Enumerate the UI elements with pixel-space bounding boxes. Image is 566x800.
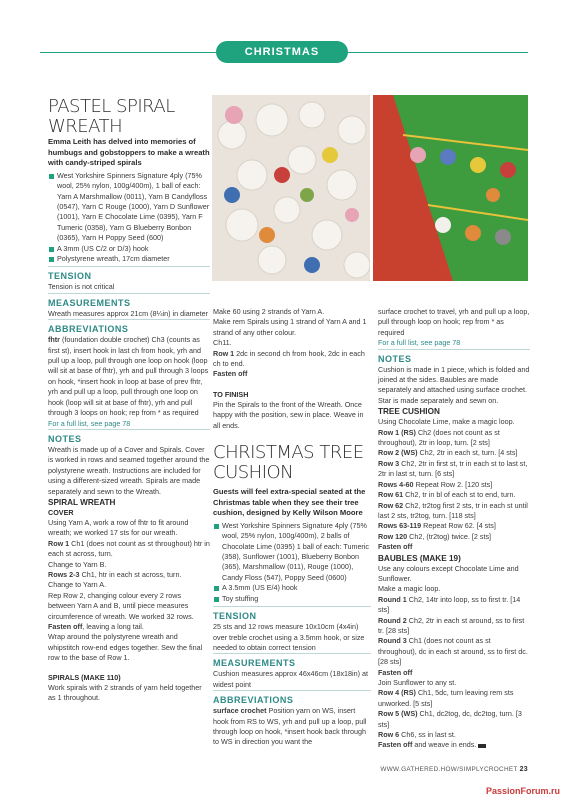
row-label: Row 5 (WS) [378,709,418,719]
wreath-intro: Emma Leith has delved into memories of humbugs and gobstoppers to make a wreath with candy-striped spirals [48,137,210,168]
row-label: Round 3 [378,636,407,646]
abbrev-link[interactable]: For a full list, see page 78 [378,338,461,348]
make-remaining: Make rem Spirals using 1 strand of Yarn A and 1 strand of any other colour. [213,317,367,337]
row-text: Ch2, 2tr in each st, turn. [4 sts] [419,448,518,458]
magic-loop: Make a magic loop. [378,584,441,594]
banner-rule-left [40,52,216,53]
repeat-row-2: Rep Row 2, changing colour every 2 rows between Yarn A and B, until piece measures circumference of wreath. We worked 32 rows. [48,590,194,621]
fasten-label: Fasten off [378,740,413,750]
pattern-row [378,688,530,709]
abbrev-link[interactable]: For a full list, see page 78 [48,418,131,428]
tree-intro: Using Chocolate Lime, make a magic loop. [378,417,515,427]
wreath-photo [212,95,370,281]
row-label: Row 61 [378,490,404,500]
material-item: West Yorkshire Spinners Signature 4ply (75% wool, 25% nylon, 100g/400m), 2 balls of Chocolate Lime (0395) 1 ball of each: Tumeric (358), Sunflower (1001), Blueberry Bonbon (365), Marshmallow (011), Rouge (1000), Candy Floss (547), Poppy Seed (0600) [213,521,371,583]
cover-heading: COVER [48,507,74,517]
row-label: Row 62 [378,500,404,510]
fasten-off [213,369,371,379]
row-text: Ch2, (tr2tog) twice. [2 sts] [409,531,492,541]
make-60: Make 60 using 2 strands of Yarn A. [213,307,325,316]
abbrev-term: fhtr [48,335,60,345]
abbreviations-heading: ABBREVIATIONS [48,319,210,335]
abbrev-body: (foundation double crochet) Ch3 (counts as first st), insert hook in last ch from hook, yrh and pull up a loop, pull through one loop on hook (loop will sit at base of fhtr), yrh and pull through 3 loops on hook, *insert hook in loop at base of prev fhtr, yrh and pull up a loop, pull through one loop on hook (loop will sit at base of fhtr), yrh and pull through 3 loops on hook; rep from * as required [48,335,209,418]
tree-rows [378,428,530,542]
pattern-row [378,521,530,531]
fasten-off [378,542,530,552]
final-fasten-off [378,740,530,750]
row-text: Repeat Row 2. [120 sts] [415,479,493,489]
pattern-row [378,595,530,616]
abbrev-term: surface crochet [213,706,267,716]
row-text: Ch2, tr2tog first 2 sts, tr in each st until last 2 sts, tr2tog, turn. [118 sts] [378,500,528,520]
to-finish-text: Pin the Spirals to the front of the Wreath. Once happy with the position, sew in place. Weave in all ends. [213,399,364,430]
fasten-text: , leaving a long tail. [82,622,144,631]
tree-illustration [373,95,528,281]
page-footer [380,766,528,773]
pattern-row [378,428,530,449]
pattern-row [378,459,530,480]
row-label: Row 2 (WS) [378,448,418,458]
end-mark-icon [478,744,486,748]
spiral-row-1 [213,349,371,370]
row-text: Repeat Row 62. [4 sts] [423,521,496,531]
tension-heading: TENSION [213,606,371,622]
pattern-row [378,448,530,458]
row-label: Row 1 [213,348,235,358]
abbreviation-entry [213,706,371,748]
measurements-heading: MEASUREMENTS [213,653,371,669]
to-finish-heading: TO FINISH [213,389,249,399]
row-text: Ch6, ss in last st. [401,730,456,740]
fasten-text: and weave in ends. [414,740,477,750]
cover-rows-2-3 [48,570,210,580]
row-label: Round 1 [378,594,407,604]
row-text: Ch2, 2tr in first st, tr in each st to last st, 2tr in last st, turn. [6 sts] [378,458,528,479]
row-label: Rows 63-119 [378,521,422,531]
tension-text: 25 sts and 12 rows measure 10x10cm (4x4in) over treble crochet using a 3.5mm hook, or size needed to obtain correct tension [213,622,365,652]
abbrev-continued: surface crochet to travel, yrh and pull up a loop, pull through loop on hook; rep from * as required [378,307,530,337]
material-item: A 3mm (US C/2 or D/3) hook [48,244,210,254]
fasten-off [378,668,530,678]
row-text: Ch1 (does not count as st throughout) htr in each st across, turn. [48,538,210,559]
change-yarn-a: Change to Yarn A. [48,580,107,590]
page-number: 23 [519,766,528,773]
notes-text: Cushion is made in 1 piece, which is folded and joined at the sides. Baubles are made separately and attached using surface crochet. Star is made separately and sewn on. [378,364,530,405]
material-item: Polystyrene wreath, 17cm diameter [48,254,210,264]
row-label: Row 120 [378,531,408,541]
pattern-row [378,636,530,667]
wreath-title: PASTEL SPIRAL WREATH [48,96,175,137]
measurements-text: Cushion measures approx 46x46cm (18x18in) at widest point [213,669,369,689]
pattern-row [378,501,530,522]
abbreviations-heading: ABBREVIATIONS [213,690,371,706]
cushion-title: CHRISTMAS TREE CUSHION [213,442,364,484]
abbrev-body: Position yarn on WS, insert hook from RS to WS, yrh and pull up a loop, pull through loop on hook, *insert hook back through to WS in direction you want the [213,706,367,747]
tension-text: Tension is not critical [48,282,115,292]
column-1 [48,97,210,703]
row-text: Ch2, 14tr into loop, ss to first tr. [14 sts] [378,594,521,615]
row-label: Row 4 (RS) [378,688,416,698]
row-label: Row 3 [378,458,400,468]
cover-intro: Using Yarn A, work a row of fhtr to fit around wreath; we worked 17 sts for our wreath. [48,517,189,538]
tree-cushion-photo [373,95,528,281]
row-text: Ch2 (does not count as st throughout), 2tr in loop, turn. [2 sts] [378,427,500,448]
fasten-label: Fasten off [378,542,413,552]
row-text: 2dc in second ch from hook, 2dc in each ch to end. [213,348,365,369]
tension-heading: TENSION [48,266,210,282]
row-label: Rows 4-60 [378,479,414,489]
pattern-row [378,480,530,490]
section-banner: CHRISTMAS COLLECTION [216,41,348,63]
material-item: A 3.5mm (US E/4) hook [213,583,371,593]
row-text: Ch1, 5dc, turn leaving rem sts unworked. [5 sts] [378,688,514,708]
spiral-wreath-heading: SPIRAL WREATH [48,497,116,507]
banner-rule-right [348,52,528,53]
row-text: Ch1, htr in each st across, turn. [81,569,182,579]
column-3 [378,307,530,751]
baubles-heading: BAUBLES (MAKE 19) [378,553,461,563]
pattern-row [378,490,530,500]
row-label: Row 1 [48,538,70,548]
wreath-materials [48,171,210,265]
fasten-off [48,622,210,632]
row-text: Ch1, dc2tog, dc, dc2tog, turn. [3 sts] [378,709,522,729]
spirals-heading: SPIRALS (MAKE 110) [48,672,121,682]
notes-heading: NOTES [48,429,210,445]
row-text: Ch2, 2tr in each st around, ss to first tr. [28 sts] [378,615,525,635]
pattern-row [378,730,530,740]
row-text: Ch1 (does not count as st throughout), dc in each st around, ss to first dc. [28 sts] [378,636,528,667]
cushion-materials [213,521,371,604]
notes-text: Wreath is made up of a Cover and Spirals. Cover is worked in rows and seamed together around the polystyrene wreath. Instructions are included for using a different-sized wreath. Spirals are made separately and sewn to the Wreath. [48,444,210,496]
wreath-illustration [212,95,370,281]
change-yarn-b: Change to Yarn B. [48,559,107,569]
pattern-row [378,616,530,637]
spirals-text: Work spirals with 2 strands of yarn held together as 1 throughout. [48,682,202,703]
cushion-intro: Guests will feel extra-special seated at the Christmas table when they see their tree cushion, designed by Kelly Wilson Moore [213,487,366,518]
measurements-heading: MEASUREMENTS [48,293,210,309]
notes-heading: NOTES [378,349,530,365]
row-label: Row 6 [378,730,400,740]
material-item: Toy stuffing [213,594,371,604]
wrap-instructions: Wrap around the polystyrene wreath and whipstitch row-end edges together. Sew the final row to the base of Row 1. [48,632,203,663]
cover-row-1 [48,539,210,560]
row-text: Ch2, tr in bl of each st to end, turn. [405,490,516,500]
fasten-label: Fasten off [48,622,83,631]
column-2 [213,307,371,748]
material-item: West Yorkshire Spinners Signature 4ply (75% wool, 25% nylon, 100g/400m), 1 ball of each: Yarn A Marshmallow (0011), Yarn B Candyfloss (0547), Yarn C Rouge (1000), Yarn D Sunflower (1001), Yarn E Chocolate Lime (0395), Yarn F Tumeric (0358), Yarn G Blueberry Bonbon (0365), Yarn H Poppy Seed (600) [48,171,210,244]
join-sunflower: Join Sunflower to any st. [378,678,457,687]
footer-url[interactable]: WWW.GATHERED.HOW/SIMPLYCROCHET [380,766,518,773]
row-label: Row 1 (RS) [378,427,416,437]
abbreviation-entry [48,335,210,418]
measurements-text: Wreath measures approx 21cm (8¼in) in diameter [48,308,209,318]
fasten-label: Fasten off [213,369,248,379]
baubles-intro: Use any colours except Chocolate Lime and Sunflower. [378,563,519,583]
row-label: Round 2 [378,615,407,625]
pattern-row [378,709,530,730]
watermark: PassionForum.ru [485,786,560,796]
fasten-label: Fasten off [378,667,413,677]
chain-11: Ch11. [213,338,232,348]
pattern-row [378,532,530,542]
row-label: Rows 2-3 [48,569,80,579]
tree-cushion-heading: TREE CUSHION [378,407,440,417]
